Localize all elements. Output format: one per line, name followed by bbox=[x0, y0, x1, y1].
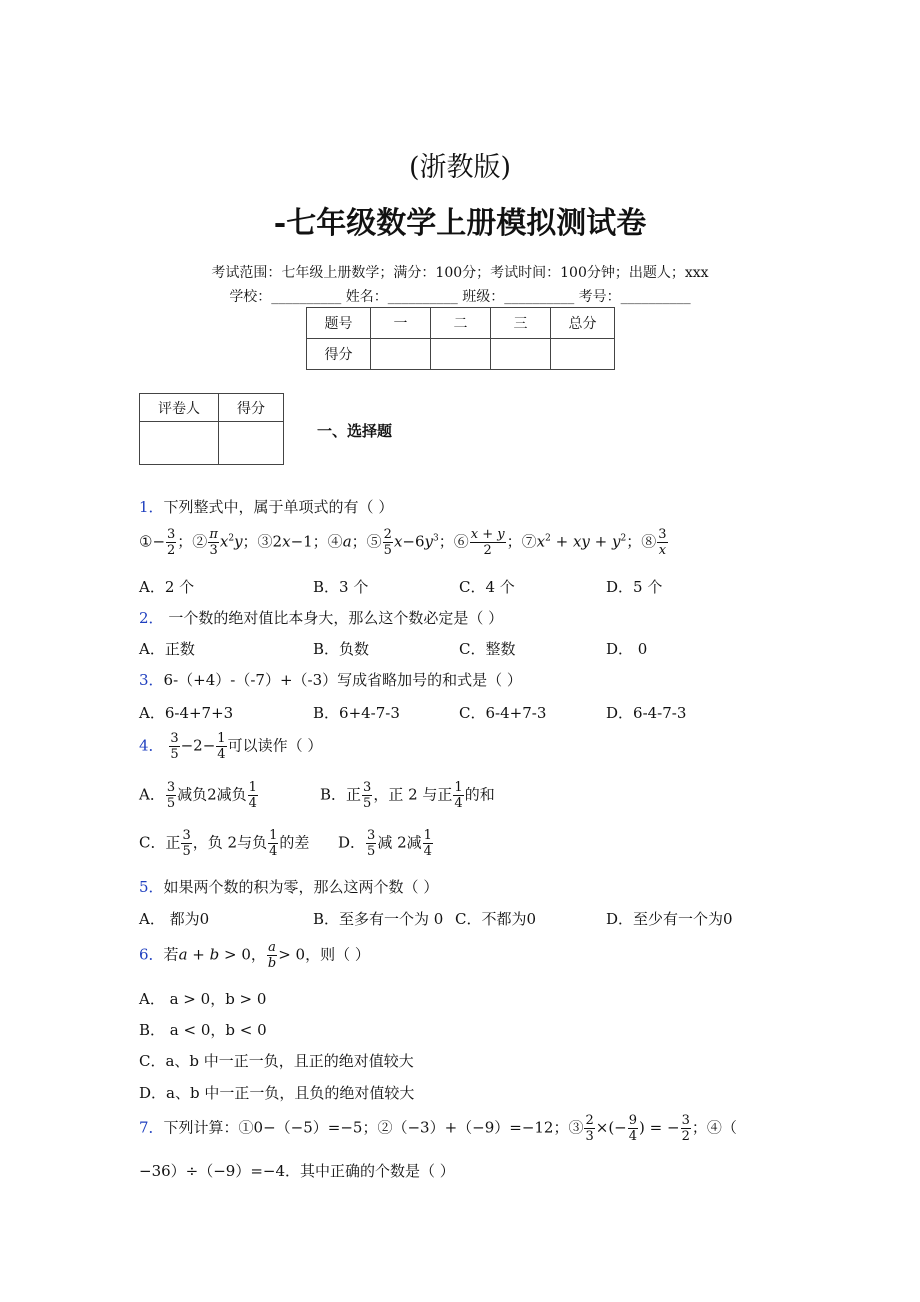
question-text: 下列整式中，属于单项式的有（ ） bbox=[163, 498, 394, 516]
option-d: D．5 个 bbox=[606, 578, 663, 596]
score-table-header-row bbox=[307, 308, 615, 339]
option-b: B．6+4-7-3 bbox=[313, 704, 400, 722]
option-c: C．a、b 中一正一负，且正的绝对值较大 bbox=[139, 1052, 414, 1070]
exam-info: 考试范围：七年级上册数学；满分：100分；考试时间：100分钟；出题人；xxx bbox=[211, 265, 709, 281]
option-d: D．至少有一个为0 bbox=[606, 910, 733, 928]
question-5 bbox=[139, 876, 438, 897]
question-1 bbox=[139, 496, 393, 517]
question-6: 6．若a + b > 0， $\frac{a}{b}$ > 0，则（ ） bbox=[139, 940, 370, 971]
option-a: A．6-4+7+3 bbox=[139, 704, 234, 722]
question-text: 6-（+4）-（-7）+（-3）写成省略加号的和式是（ ） bbox=[163, 671, 522, 689]
grader-cell bbox=[140, 422, 219, 465]
question-text: 如果两个数的积为零，那么这两个数（ ） bbox=[163, 878, 439, 896]
question-3 bbox=[139, 669, 522, 690]
score-cell bbox=[431, 339, 491, 370]
question-number: 2． bbox=[139, 609, 164, 627]
option-c: C．整数 bbox=[459, 640, 516, 658]
option-b: B．3 个 bbox=[313, 578, 369, 596]
option-b: B．至多有一个为 0 bbox=[313, 910, 444, 928]
question-4: 4． $\frac{3}{5}$ −2− $\frac{1}{4}$ 可以读作（ ） bbox=[139, 731, 323, 762]
grader-table bbox=[139, 393, 284, 465]
question-1-expressions: ①− $\frac{3}{2}$ ；② $\frac{\pi}{3}$ $x^2y$；③2x−1；④a；⑤ $\frac{2}{5}$ $x-6y^3$；⑥ $\frac{x + y}{2}$ ；$⑦x^2$ + xy + $y^2$；⑧ $\frac{3}{x}$ bbox=[139, 527, 667, 558]
score-header-cell: 一 bbox=[371, 308, 431, 339]
option-c: C．6-4+7-3 bbox=[459, 704, 547, 722]
question-number: 3． bbox=[139, 671, 164, 689]
option-b: B．正 $\frac{3}{5}$ ，正 2 与正 $\frac{1}{4}$ 的和 bbox=[320, 780, 495, 811]
grader-score-cell bbox=[219, 422, 284, 465]
option-a: A．正数 bbox=[139, 640, 195, 658]
question-text: 一个数的绝对值比本身大，那么这个数必定是（ ） bbox=[163, 609, 504, 627]
score-table-score-row bbox=[307, 339, 615, 370]
option-a: A． $\frac{3}{5}$ 减负2减负 $\frac{1}{4}$ bbox=[139, 780, 257, 811]
score-row-label: 得分 bbox=[307, 339, 371, 370]
option-d: D． 0 bbox=[606, 640, 648, 658]
score-cell bbox=[491, 339, 551, 370]
exam-title: -七年级数学上册模拟测试卷 bbox=[273, 206, 647, 241]
question-2 bbox=[139, 607, 503, 628]
question-number: 5． bbox=[139, 878, 164, 896]
question-number: 1． bbox=[139, 498, 164, 516]
grader-score-header: 得分 bbox=[219, 394, 284, 422]
grader-header: 评卷人 bbox=[140, 394, 219, 422]
exam-subtitle: (浙教版) bbox=[408, 152, 512, 183]
score-header-cell: 三 bbox=[491, 308, 551, 339]
option-a: A． 都为0 bbox=[139, 910, 210, 928]
option-d: D．6-4-7-3 bbox=[606, 704, 687, 722]
score-header-cell: 二 bbox=[431, 308, 491, 339]
question-number: 4． bbox=[139, 736, 164, 755]
option-b: B．负数 bbox=[313, 640, 370, 658]
option-c: C．4 个 bbox=[459, 578, 515, 596]
question-7-line2: −36）÷（−9）=−4．其中正确的个数是（ ） bbox=[139, 1162, 455, 1180]
score-header-cell: 总分 bbox=[551, 308, 615, 339]
question-number: 7． bbox=[139, 1118, 164, 1137]
option-d: D． $\frac{3}{5}$ 减 2减 $\frac{1}{4}$ bbox=[338, 828, 432, 859]
student-info: 学校：__________ 姓名：__________ 班级：__________ 考号：__________ bbox=[229, 289, 691, 305]
question-number: 6． bbox=[139, 945, 164, 964]
option-b: B． a < 0，b < 0 bbox=[139, 1021, 267, 1039]
question-7: 7．下列计算：①0−（−5）=−5；②（−3）+（−9）=−12；③ $\frac{2}{3}$ ×(− $\frac{9}{4}$ ) = − $\frac{3}{2}$ ；④（ bbox=[139, 1113, 737, 1144]
option-c: C．正 $\frac{3}{5}$ ，负 2与负 $\frac{1}{4}$ 的差 bbox=[139, 828, 310, 859]
score-table bbox=[306, 307, 615, 370]
option-a: A．2 个 bbox=[139, 578, 195, 596]
score-header-cell: 题号 bbox=[307, 308, 371, 339]
option-c: C．不都为0 bbox=[455, 910, 537, 928]
section-title: 一、选择题 bbox=[317, 422, 393, 440]
question-text: 可以读作（ ） bbox=[227, 736, 323, 755]
option-a: A． a > 0，b > 0 bbox=[139, 990, 267, 1008]
score-cell bbox=[551, 339, 615, 370]
option-d: D．a、b 中一正一负，且负的绝对值较大 bbox=[139, 1084, 415, 1102]
score-cell bbox=[371, 339, 431, 370]
